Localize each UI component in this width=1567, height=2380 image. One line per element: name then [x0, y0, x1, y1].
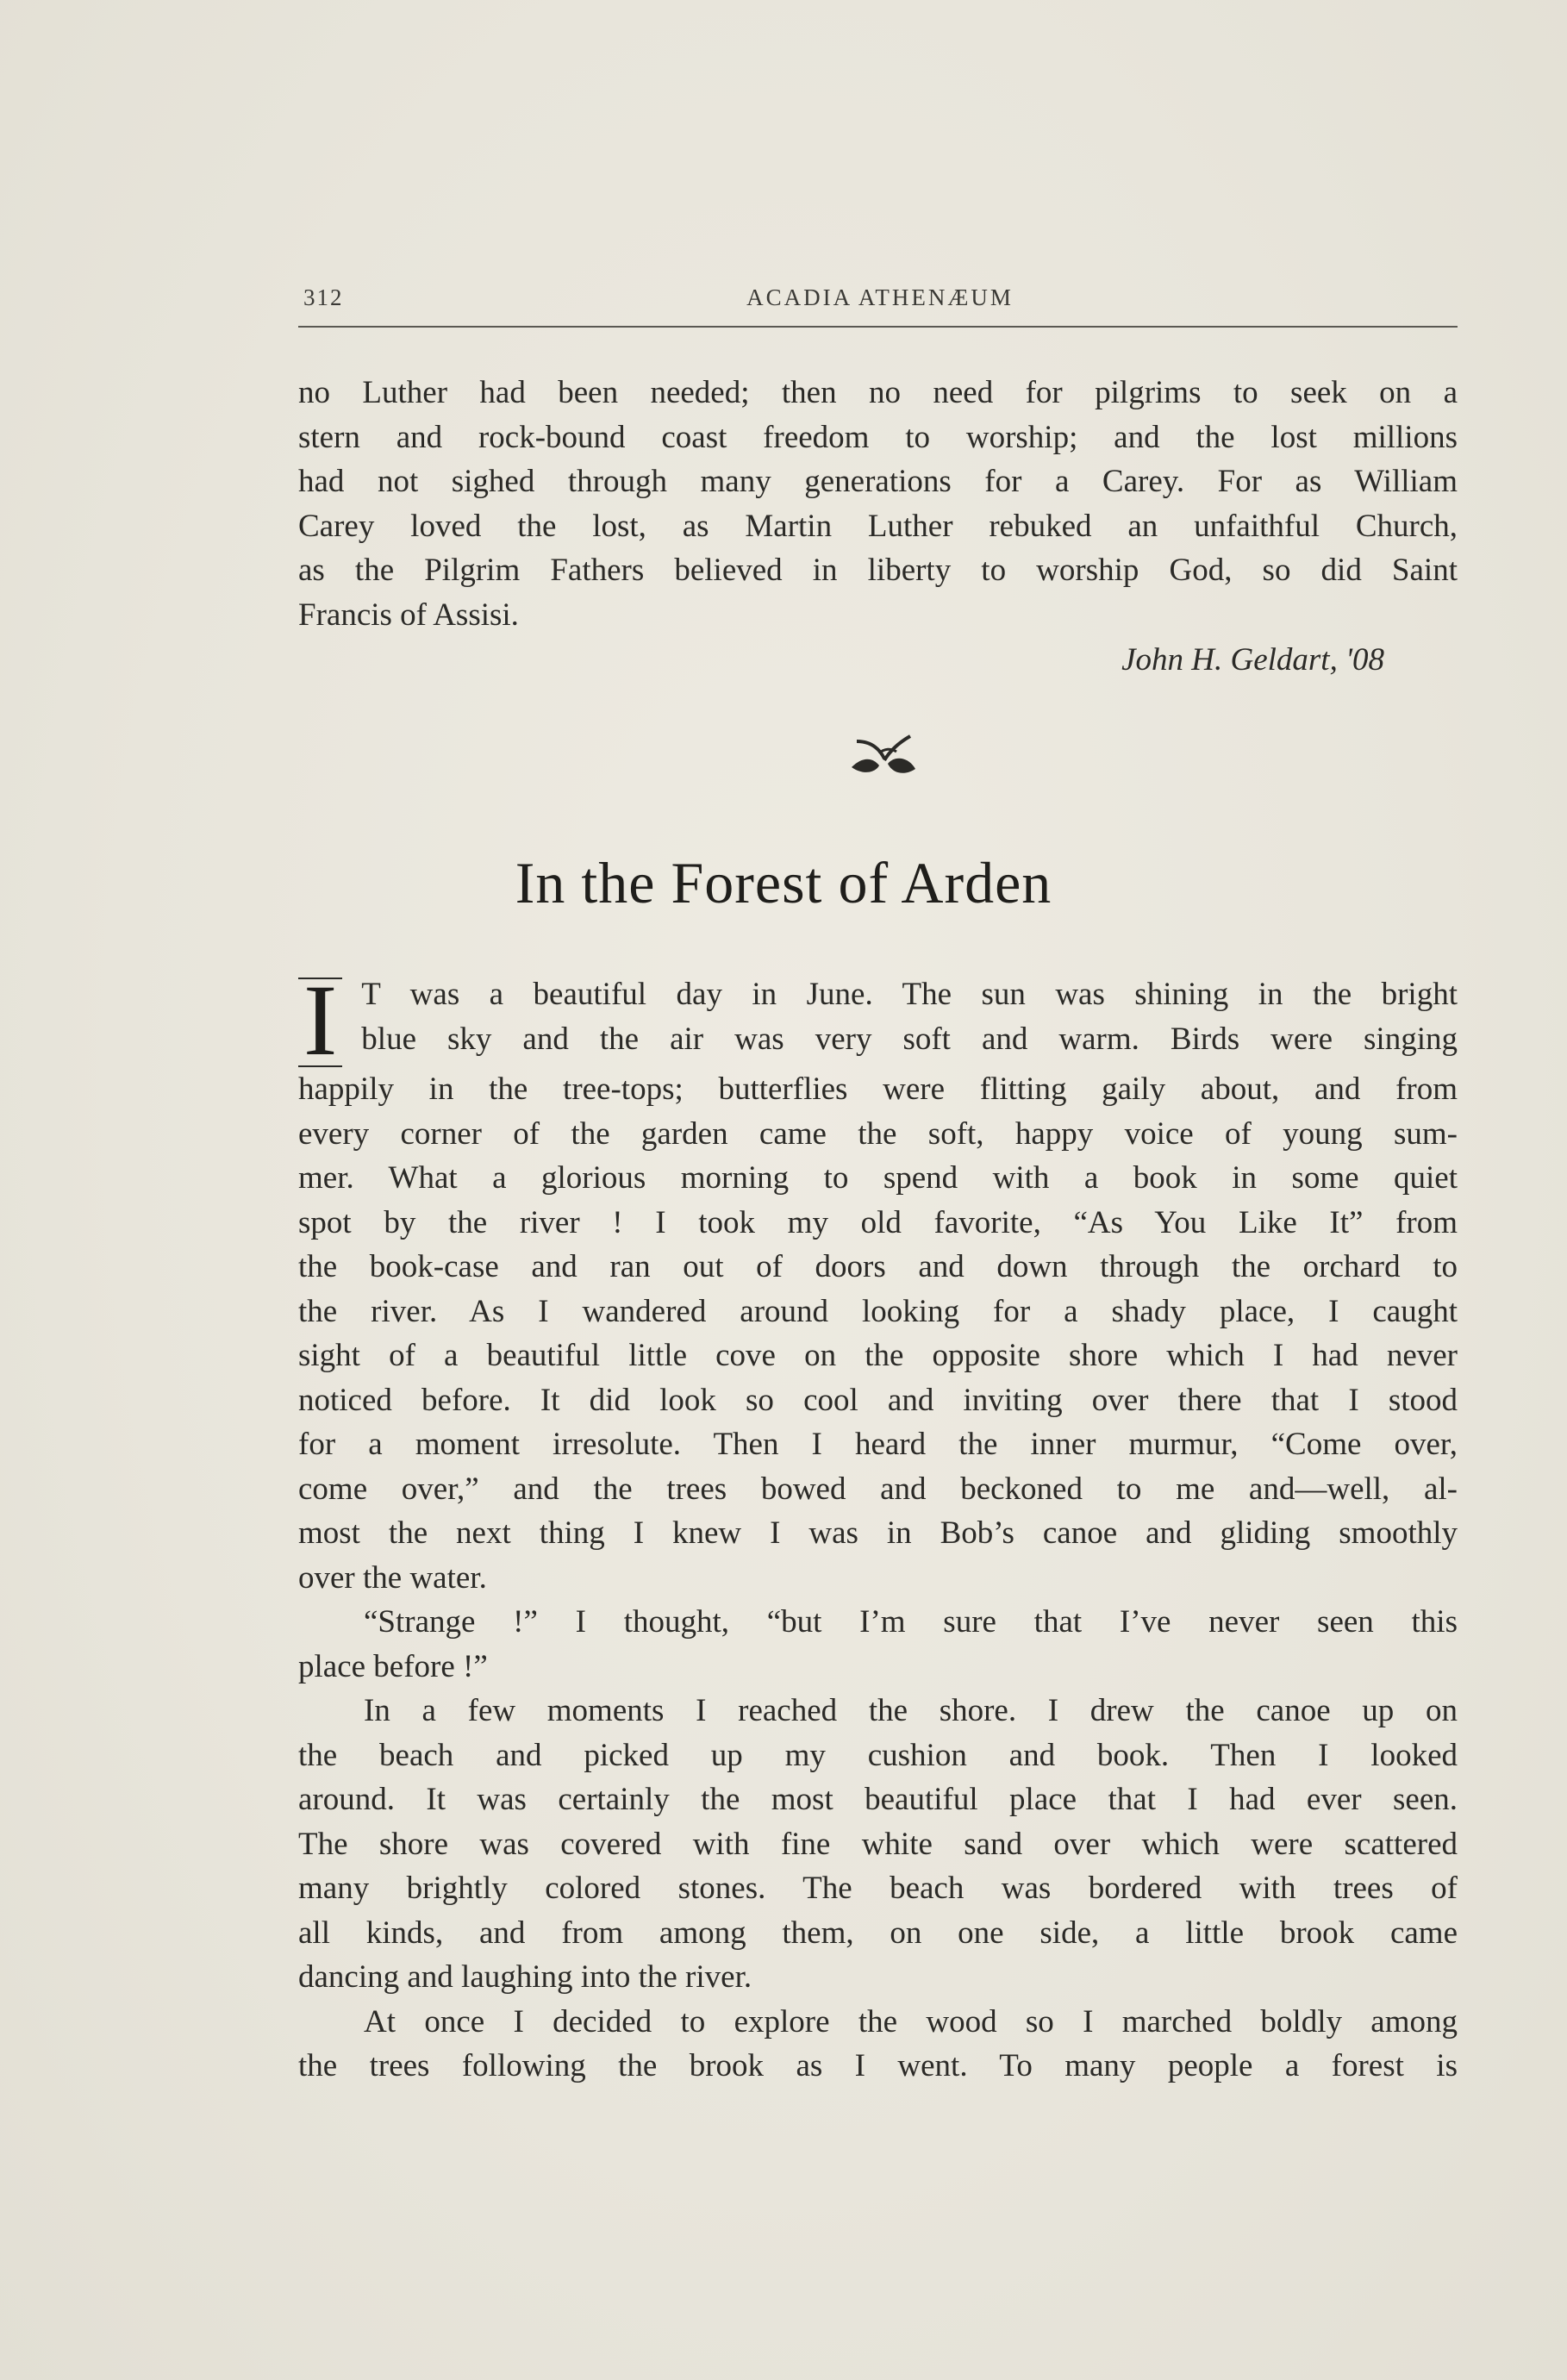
drop-cap: I — [298, 978, 342, 1067]
previous-article-text — [298, 371, 1458, 637]
text-line: as the Pilgrim Fathers believed in liberty to worship God, so did Saint — [298, 553, 1458, 588]
text-line: the trees following the brook as I went. To many people a forest is — [298, 2048, 1458, 2083]
drop-cap-lines — [298, 972, 1458, 1061]
text-line: place before !” — [298, 1648, 488, 1684]
text-line: At once I decided to explore the wood so I marched boldly among — [364, 2003, 1458, 2040]
text-line: Francis of Assisi. — [298, 597, 519, 633]
text-line: The shore was covered with fine white sand over which were scattered — [298, 1826, 1458, 1862]
text-line: mer. What a glorious morning to spend with a book in some quiet — [298, 1160, 1458, 1196]
text-line: blue sky and the air was very soft and warm. Birds were singing — [361, 1021, 1458, 1057]
paragraph-3 — [298, 1689, 1458, 2000]
text-line: had not sighed through many generations for a Carey. For as William — [298, 464, 1458, 499]
text-line: dancing and laughing into the river. — [298, 1959, 752, 1995]
text-line: come over,” and the trees bowed and beckoned to me and—well, al- — [298, 1471, 1458, 1507]
text-line: the river. As I wandered around looking for a shady place, I caught — [298, 1293, 1458, 1329]
text-line: spot by the river ! I took my old favorite, “As You Like It” from — [298, 1204, 1458, 1240]
article-body — [298, 964, 1458, 2089]
text-line: happily in the tree-tops; butterflies were flitting gaily about, and from — [298, 1071, 1458, 1107]
text-line: many brightly colored stones. The beach was bordered with trees of — [298, 1871, 1458, 1906]
header-rule — [298, 326, 1458, 328]
text-line: for a moment irresolute. Then I heard the inner murmur, “Come over, — [298, 1427, 1458, 1462]
text-line: over the water. — [298, 1559, 487, 1596]
text-line: T was a beautiful day in June. The sun was shining in the bright — [361, 977, 1458, 1012]
paragraph-2 — [298, 1600, 1458, 1689]
text-line: “Strange !” I thought, “but I’m sure that I’ve never seen this — [364, 1604, 1458, 1640]
text-line: noticed before. It did look so cool and inviting over there that I stood — [298, 1382, 1458, 1418]
text-line: around. It was certainly the most beautiful place that I had ever seen. — [298, 1782, 1458, 1817]
paragraph-4 — [298, 2000, 1458, 2089]
text-line: the book-case and ran out of doors and down through the orchard to — [298, 1249, 1458, 1284]
paragraph-1 — [298, 1067, 1458, 1600]
text-line: no Luther had been needed; then no need for pilgrims to seek on a — [298, 375, 1458, 410]
text-line: all kinds, and from among them, on one side, a little brook came — [298, 1915, 1458, 1951]
page-number: 312 — [303, 284, 344, 310]
text-line: most the next thing I knew I was in Bob’s canoe and gliding smoothly — [298, 1515, 1458, 1551]
text-line: the beach and picked up my cushion and book. Then I looked — [298, 1737, 1458, 1773]
text-line: every corner of the garden came the soft, happy voice of young sum- — [298, 1115, 1458, 1152]
ornament-icon — [845, 722, 922, 783]
text-line: Carey loved the lost, as Martin Luther rebuked an unfaithful Church, — [298, 508, 1458, 544]
article-title: In the Forest of Arden — [515, 850, 1052, 915]
text-line: stern and rock-bound coast freedom to worship; and the lost millions — [298, 419, 1458, 455]
running-head: ACADIA ATHENÆUM — [746, 284, 1014, 310]
text-line: In a few moments I reached the shore. I drew the canoe up on — [364, 1693, 1458, 1728]
author-signature: John H. Geldart, '08 — [1121, 642, 1384, 678]
text-line: sight of a beautiful little cove on the opposite shore which I had never — [298, 1338, 1458, 1373]
page-header — [303, 284, 1457, 319]
